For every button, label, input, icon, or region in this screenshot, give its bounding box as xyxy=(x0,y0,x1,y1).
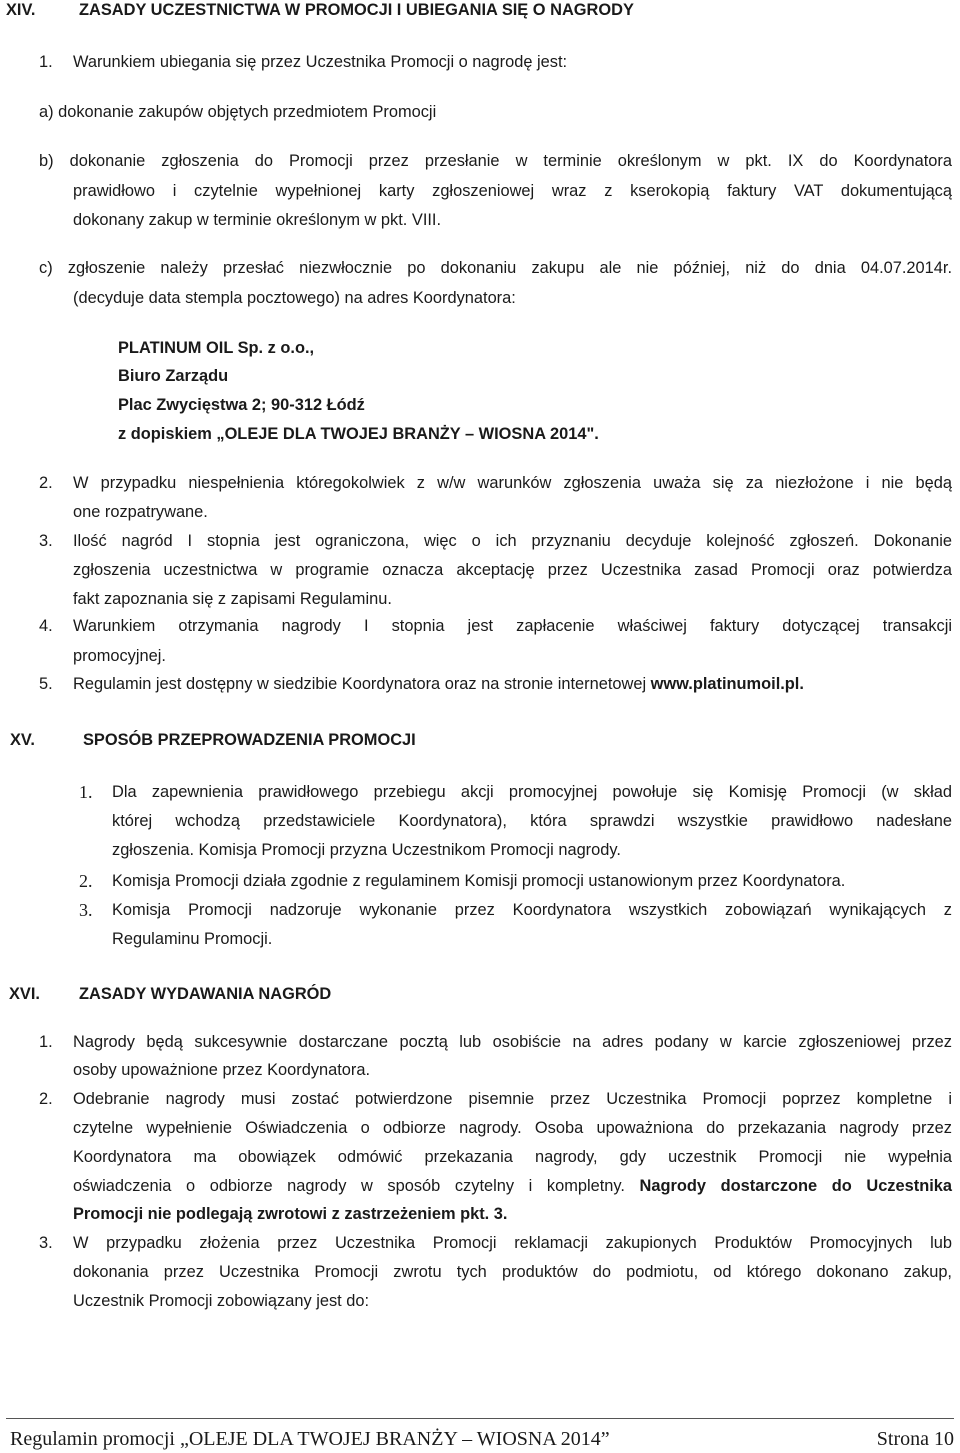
section-title: ZASADY UCZESTNICTWA W PROMOCJI I UBIEGANIA SIĘ O NAGRODY xyxy=(79,1,634,19)
paragraph-line: b) dokonanie zgłoszenia do Promocji przez przesłanie w terminie określonym w pkt. IX do Koordynatora xyxy=(39,152,952,170)
section-title: ZASADY WYDAWANIA NAGRÓD xyxy=(79,985,332,1003)
paragraph-line: W przypadku złożenia przez Uczestnika Promocji reklamacji zakupionych Produktów Promocyjnych lub xyxy=(73,1234,952,1252)
section-number: XIV. xyxy=(6,1,36,19)
paragraph-line: Warunkiem otrzymania nagrody I stopnia jest zapłacenie właściwej faktury dotyczącej transakcji xyxy=(73,617,952,635)
paragraph-line: Komisja Promocji działa zgodnie z regulaminem Komisji promocji ustanowionym przez Koordynatora. xyxy=(112,872,846,890)
section-number: XVI. xyxy=(9,985,40,1003)
paragraph-line: promocyjnej. xyxy=(73,647,166,665)
list-number: 2. xyxy=(79,871,93,891)
address-line: z dopiskiem „OLEJE DLA TWOJEJ BRANŻY – WIOSNA 2014". xyxy=(118,425,599,443)
paragraph-line: dokonany zakup w terminie określonym w pkt. VIII. xyxy=(73,211,442,229)
address-line: Biuro Zarządu xyxy=(118,367,229,385)
paragraph-line: Odebranie nagrody musi zostać potwierdzone pisemnie przez Uczestnika Promocji poprzez kompletne i xyxy=(73,1090,952,1108)
paragraph-line: Nagrody będą sukcesywnie dostarczane pocztą lub osobiście na adres podany w karcie zgłoszeniowej przez xyxy=(73,1033,952,1051)
paragraph-text: Regulamin jest dostępny w siedzibie Koordynatora oraz na stronie internetowej xyxy=(73,675,651,693)
footer-title: Regulamin promocji „OLEJE DLA TWOJEJ BRANŻY – WIOSNA 2014” xyxy=(10,1428,610,1450)
list-number: 2. xyxy=(39,1090,53,1108)
list-number: 1. xyxy=(39,1033,53,1051)
address-line: PLATINUM OIL Sp. z o.o., xyxy=(118,339,315,357)
list-number: 3. xyxy=(39,532,53,550)
list-number: 3. xyxy=(39,1234,53,1252)
paragraph-line: zgłoszenia uczestnictwa w programie oznacza akceptację przez Uczestnika zasad Promocji oraz potwierdza xyxy=(73,561,952,579)
paragraph-line: dokonania przez Uczestnika Promocji zwrotu tych produktów do podmiotu, od którego dokonano zakup, xyxy=(73,1263,952,1281)
website-link[interactable]: www.platinumoil.pl. xyxy=(650,675,804,693)
footer-divider xyxy=(6,1418,954,1419)
section-title: SPOSÓB PRZEPROWADZENIA PROMOCJI xyxy=(83,731,416,749)
paragraph-line: one rozpatrywane. xyxy=(73,503,208,521)
paragraph-line: osoby upoważnione przez Koordynatora. xyxy=(73,1061,371,1079)
list-number: 5. xyxy=(39,675,53,693)
paragraph-line: czytelne wypełnienie Oświadczenia o odbiorze nagrody. Osoba upoważniona do przekazania nagrody przez xyxy=(73,1119,952,1137)
paragraph-line: a) dokonanie zakupów objętych przedmiotem Promocji xyxy=(39,103,437,121)
paragraph-line: fakt zapoznania się z zapisami Regulaminu. xyxy=(73,590,392,608)
paragraph-bold-text: Nagrody dostarczone do Uczestnika xyxy=(639,1177,952,1195)
section-number: XV. xyxy=(10,731,35,749)
paragraph-line: Koordynatora ma obowiązek odmówić przekazania nagrody, gdy uczestnik Promocji nie wypełnia xyxy=(73,1148,952,1166)
paragraph-line: Komisja Promocji nadzoruje wykonanie przez Koordynatora wszystkich zobowiązań wynikających z xyxy=(112,901,952,919)
list-number: 1. xyxy=(79,782,93,802)
list-number: 2. xyxy=(39,474,53,492)
paragraph-line: Dla zapewnienia prawidłowego przebiegu akcji promocyjnej powołuje się Komisję Promocji (w skład xyxy=(112,783,952,801)
paragraph-line: której wchodzą przedstawiciele Koordynatora), która sprawdzi wszystkie prawidłowo nadesłane xyxy=(112,812,952,830)
paragraph-line: (decyduje data stempla pocztowego) na adres Koordynatora: xyxy=(73,289,516,307)
address-line: Plac Zwycięstwa 2; 90-312 Łódź xyxy=(118,396,365,414)
paragraph-line: prawidłowo i czytelnie wypełnionej karty zgłoszeniowej wraz z kserokopią faktury VAT dokumentującą xyxy=(73,182,952,200)
paragraph-line xyxy=(73,674,804,694)
paragraph-bold-text: Promocji nie podlegają zwrotowi z zastrzeżeniem pkt. 3. xyxy=(73,1205,508,1223)
list-number: 4. xyxy=(39,617,53,635)
paragraph-line: W przypadku niespełnienia któregokolwiek z w/w warunków zgłoszenia uważa się za niezłożone i nie będą xyxy=(73,474,952,492)
list-number: 1. xyxy=(39,53,53,71)
paragraph-line: Uczestnik Promocji zobowiązany jest do: xyxy=(73,1292,370,1310)
paragraph-line: c) zgłoszenie należy przesłać niezwłocznie po dokonaniu zakupu ale nie później, niż do dnia 04.07.2014r. xyxy=(39,259,952,277)
list-number: 3. xyxy=(79,900,93,920)
page-number: Strona 10 xyxy=(876,1428,954,1450)
paragraph-line: Warunkiem ubiegania się przez Uczestnika Promocji o nagrodę jest: xyxy=(73,53,568,71)
paragraph-line xyxy=(73,1176,952,1196)
paragraph-line: zgłoszenia. Komisja Promocji przyzna Uczestnikom Promocji nagrody. xyxy=(112,841,621,859)
paragraph-text: oświadczenia o odbiorze nagrody w sposób czytelny i kompletny. xyxy=(73,1177,640,1195)
paragraph-line: Ilość nagród I stopnia jest ograniczona, więc o ich przyznaniu decyduje kolejność zgłoszeń. Dokonanie xyxy=(73,532,952,550)
paragraph-line: Regulaminu Promocji. xyxy=(112,930,273,948)
